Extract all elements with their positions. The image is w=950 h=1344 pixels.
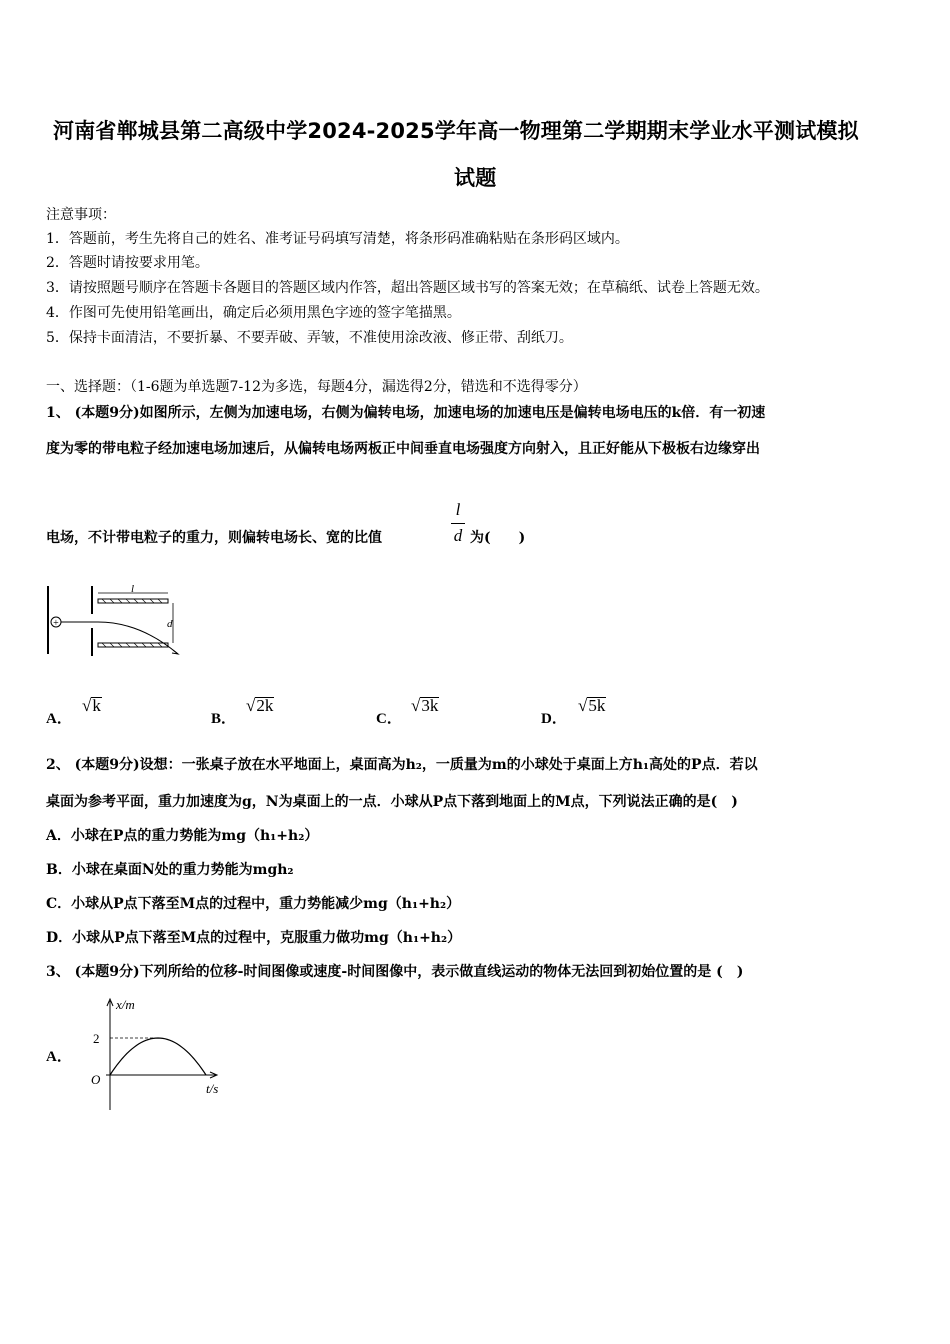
notice-item: 5．保持卡面清洁，不要折暴、不要弄破、弄皱，不准使用涂改液、修正带、刮纸刀。 xyxy=(46,330,573,346)
page-title-line2: 试题 xyxy=(454,166,497,190)
q2-option: B．小球在桌面N处的重力势能为mgh₂ xyxy=(46,862,294,878)
q2-text: 桌面为参考平面，重力加速度为g，N为桌面上的一点．小球从P点下落到地面上的M点，下列说法正确的是( ) xyxy=(46,794,738,810)
q1-fraction-denominator: d xyxy=(453,526,463,545)
q2-option: D．小球从P点下落至M点的过程中，克服重力做功mg（h₁+h₂） xyxy=(46,930,462,946)
q1-option-d-value: √5k xyxy=(578,696,606,715)
q1-option-a-value: √k xyxy=(82,696,101,715)
page-title: 河南省郸城县第二高级中学2024-2025学年高一物理第二学期期末学业水平测试模拟 xyxy=(53,119,859,143)
q2-option: C．小球从P点下落至M点的过程中，重力势能减少mg（h₁+h₂） xyxy=(46,896,461,912)
q1-option-a-label: A． xyxy=(46,711,72,727)
q2-option: A．小球在P点的重力势能为mg（h₁+h₂） xyxy=(46,828,319,844)
trajectory-arrow xyxy=(172,650,178,654)
q2-text: 2、 (本题9分)设想：一张桌子放在水平地面上，桌面高为h₂，一质量为m的小球处于桌面上方h₁高处的P点．若以 xyxy=(46,757,758,773)
q1-option-d-label: D． xyxy=(541,711,567,727)
label-l: l xyxy=(131,583,135,595)
notice-item: 1．答题前，考生先将自己的姓名、准考证号码填写清楚，将条形码准确粘贴在条形码区域内。 xyxy=(46,231,629,247)
upper-deflection-plate xyxy=(98,599,168,603)
q1-text: 电场，不计带电粒子的重力，则偏转电场长、宽的比值 xyxy=(46,530,382,546)
notice-item: 4．作图可先使用铅笔画出，确定后必须用黑色字迹的签字笔描黑。 xyxy=(46,305,461,321)
x-axis-label: t/s xyxy=(206,1081,219,1096)
y-tick-label: 2 xyxy=(93,1031,100,1046)
q1-fraction-bar xyxy=(451,523,465,524)
y-axis-label: x/m xyxy=(116,997,135,1012)
q3-text: 3、 (本题9分)下列所给的位移-时间图像或速度-时间图像中，表示做直线运动的物体无法回到初始位置的是 ( ) xyxy=(46,964,744,980)
notice-heading: 注意事项： xyxy=(46,207,116,223)
parabola-curve xyxy=(110,1038,206,1075)
q1-option-c-label: C． xyxy=(376,711,402,727)
q1-text: 1、 (本题9分)如图所示，左侧为加速电场，右侧为偏转电场，加速电场的加速电压是偏转电场电压的k倍．有一初速 xyxy=(46,405,766,421)
q1-option-b-label: B． xyxy=(211,711,237,727)
plus-sign: + xyxy=(53,618,59,629)
notice-item: 2．答题时请按要求用笔。 xyxy=(46,255,209,271)
q1-figure xyxy=(40,582,190,662)
q1-option-c-value: √3k xyxy=(411,696,439,715)
particle-trajectory xyxy=(61,622,178,654)
section-heading: 一、选择题：（1-6题为单选题7-12为多选，每题4分，漏选得2分，错选和不选得零分） xyxy=(46,379,587,395)
q3-option-a-label: A． xyxy=(46,1049,72,1065)
notice-item: 3．请按照题号顺序在答题卡各题目的答题区域内作答，超出答题区域书写的答案无效；在草稿纸、试卷上答题无效。 xyxy=(46,280,769,296)
q1-fraction-numerator: l xyxy=(455,500,461,519)
q3-graph-option-a xyxy=(88,995,228,1115)
label-d: d xyxy=(167,618,173,630)
lower-deflection-plate xyxy=(98,643,168,647)
origin-label: O xyxy=(91,1072,101,1087)
q1-option-b-value: √2k xyxy=(246,696,274,715)
q1-text: 为( ) xyxy=(470,530,526,546)
q1-text: 度为零的带电粒子经加速电场加速后，从偏转电场两板正中间垂直电场强度方向射入，且正好能从下极板右边缘穿出 xyxy=(46,441,760,457)
